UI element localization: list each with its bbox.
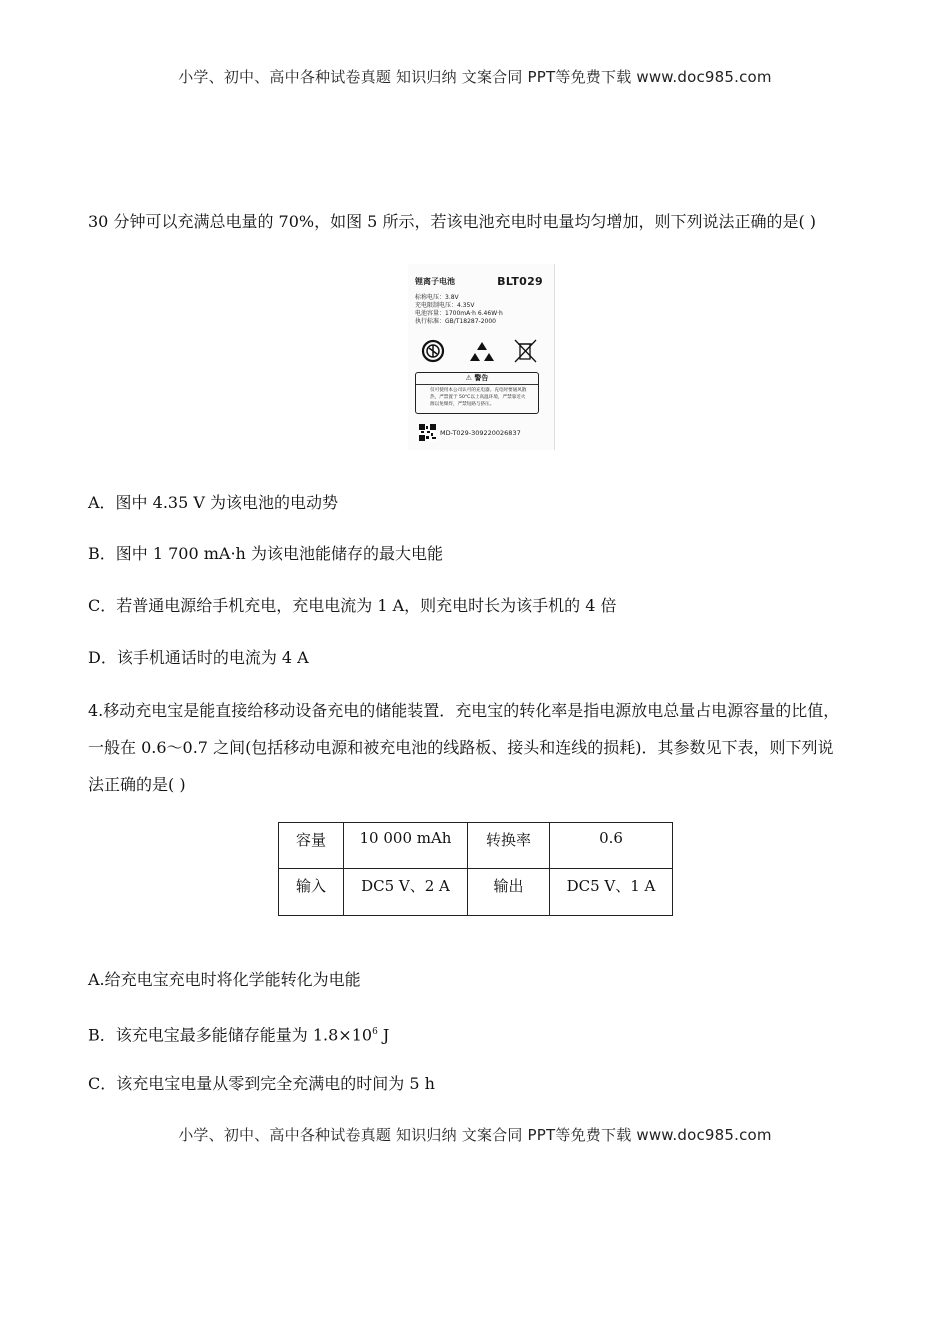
battery-spec-line: 执行标准：GB/T18287-2000 [415,318,496,325]
battery-label-title: 锂离子电池 [415,277,455,286]
battery-warning-box [415,372,539,414]
question-4-option-c: C．该充电宝电量从零到完全充满电的时间为 5 h [88,1074,435,1093]
battery-label-icons [420,338,540,364]
table-cell: 0.6 [550,823,673,869]
battery-serial-number: MD-T029-309220026837 [440,429,521,437]
option-b-text: B．该充电宝最多能储存能量为 1.8×10 [88,1025,373,1045]
qr-code-icon [419,424,436,441]
table-cell: 10 000 mAh [344,823,468,869]
question-4-option-a: A.给充电宝充电时将化学能转化为电能 [88,970,361,989]
environmental-protection-icon [423,341,443,361]
battery-label-figure [408,264,555,450]
table-cell: 转换率 [468,823,550,869]
table-cell: 容量 [279,823,344,869]
question-4-stem-line-2: 一般在 0.6～0.7 之间(包括移动电源和被充电池的线路板、接头和连线的损耗)．其参数见下表，则下列说 [88,738,834,757]
question-3-option-c: C．若普通电源给手机充电，充电电流为 1 A，则充电时长为该手机的 4 倍 [88,596,617,615]
table-cell: DC5 V、2 A [344,869,468,916]
table-cell: DC5 V、1 A [550,869,673,916]
option-b-exponent: 6 [372,1027,378,1037]
crossed-bin-icon [515,340,536,362]
table-cell: 输出 [468,869,550,916]
question-3-stem: 30 分钟可以充满总电量的 70%，如图 5 所示，若该电池充电时电量均匀增加，则下列说法正确的是( ) [88,212,817,231]
question-4-stem-line-1: 4.移动充电宝是能直接给移动设备充电的储能装置．充电宝的转化率是指电源放电总量占电源容量的比值， [88,701,840,720]
battery-warning-title: ⚠ 警告 [416,373,538,385]
recycle-icon [470,342,494,361]
option-b-unit: J [377,1025,390,1045]
battery-spec-line: 充电限制电压：4.35V [415,302,475,309]
battery-label-specs [415,294,503,326]
battery-spec-line: 标称电压：3.8V [415,294,459,301]
page-footer-watermark: 小学、初中、高中各种试卷真题 知识归纳 文案合同 PPT等免费下载 www.doc985.com [178,1126,772,1144]
table-cell: 输入 [279,869,344,916]
table-row [279,823,673,869]
question-3-option-d: D．该手机通话时的电流为 4 A [88,648,309,667]
battery-spec-line: 电池容量：1700mA·h 6.46W·h [415,310,503,317]
battery-warning-text: 仅可使用本公司认可的充电器。充电时要通风散热，严禁置于 50°C以上高温环境，严禁靠近火源以免爆炸，严禁短路与挤压。 [430,388,527,407]
question-3-option-a: A．图中 4.35 V 为该电池的电动势 [88,493,338,512]
question-4-stem-line-3: 法正确的是( ) [88,775,186,794]
table-row [279,869,673,916]
battery-label-header [415,275,549,288]
question-4-option-b [88,1021,389,1046]
page-header-watermark: 小学、初中、高中各种试卷真题 知识归纳 文案合同 PPT等免费下载 www.doc985.com [178,68,772,86]
power-bank-parameter-table [278,822,673,916]
question-3-option-b: B．图中 1 700 mA·h 为该电池能储存的最大电能 [88,544,443,563]
battery-label-model: BLT029 [497,275,543,288]
